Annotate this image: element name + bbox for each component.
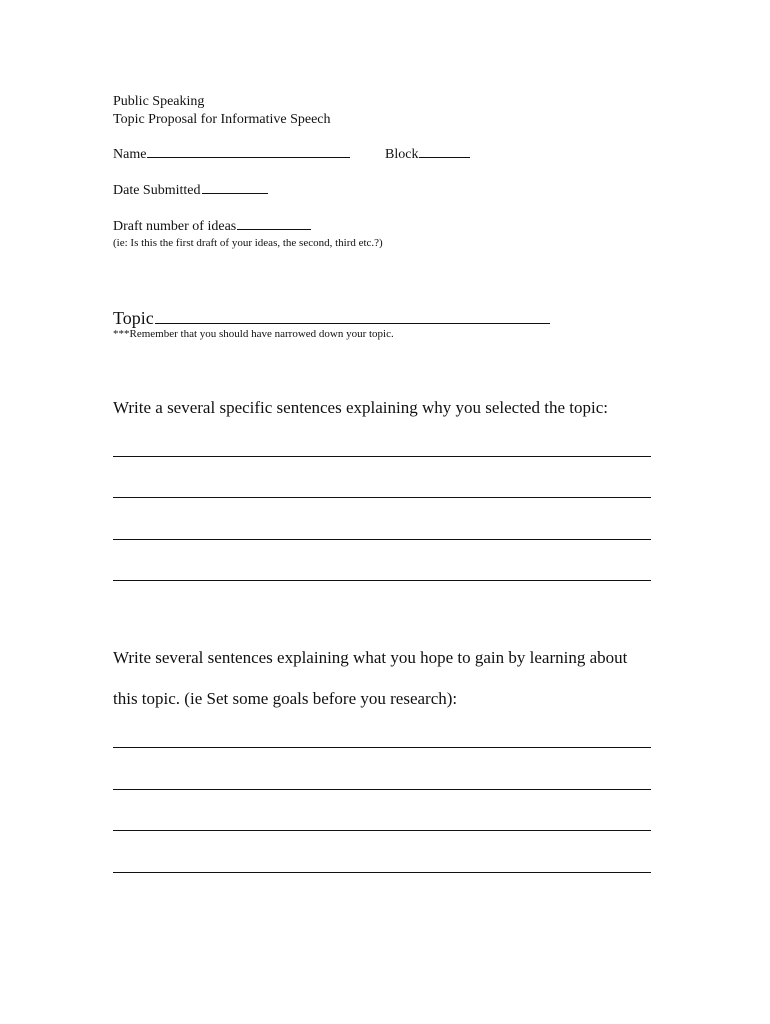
- topic-blank[interactable]: [155, 322, 550, 324]
- topic-reminder: ***Remember that you should have narrowed down your topic.: [113, 328, 394, 340]
- topic-field: [113, 309, 550, 327]
- question2-prompt-line1: Write several sentences explaining what you hope to gain by learning about: [113, 648, 628, 667]
- answer2-line-3[interactable]: [113, 830, 651, 831]
- name-label: Name: [113, 147, 147, 162]
- answer1-line-2[interactable]: [113, 497, 651, 498]
- name-blank[interactable]: [147, 156, 350, 158]
- course-title: Public Speaking: [113, 94, 205, 109]
- answer2-line-4[interactable]: [113, 872, 651, 873]
- answer1-line-1[interactable]: [113, 456, 651, 457]
- draft-label: Draft number of ideas: [113, 219, 237, 234]
- answer1-line-4[interactable]: [113, 580, 651, 581]
- answer2-line-1[interactable]: [113, 747, 651, 748]
- question2-prompt-line2: this topic. (ie Set some goals before you research):: [113, 689, 458, 708]
- date-blank[interactable]: [202, 192, 268, 194]
- form-title: Topic Proposal for Informative Speech: [113, 112, 331, 127]
- name-field: [113, 148, 350, 162]
- answer1-line-3[interactable]: [113, 539, 651, 540]
- block-field: [385, 148, 470, 162]
- date-field: [113, 184, 268, 198]
- answer2-line-2[interactable]: [113, 789, 651, 790]
- draft-hint: (ie: Is this the first draft of your ideas, the second, third etc.?): [113, 237, 383, 249]
- topic-label: Topic: [113, 308, 154, 328]
- block-label: Block: [385, 147, 419, 162]
- draft-blank[interactable]: [237, 228, 311, 230]
- date-label: Date Submitted: [113, 183, 201, 198]
- draft-field: [113, 220, 311, 234]
- block-blank[interactable]: [419, 156, 470, 158]
- question1-prompt: Write a several specific sentences explaining why you selected the topic:: [113, 398, 608, 417]
